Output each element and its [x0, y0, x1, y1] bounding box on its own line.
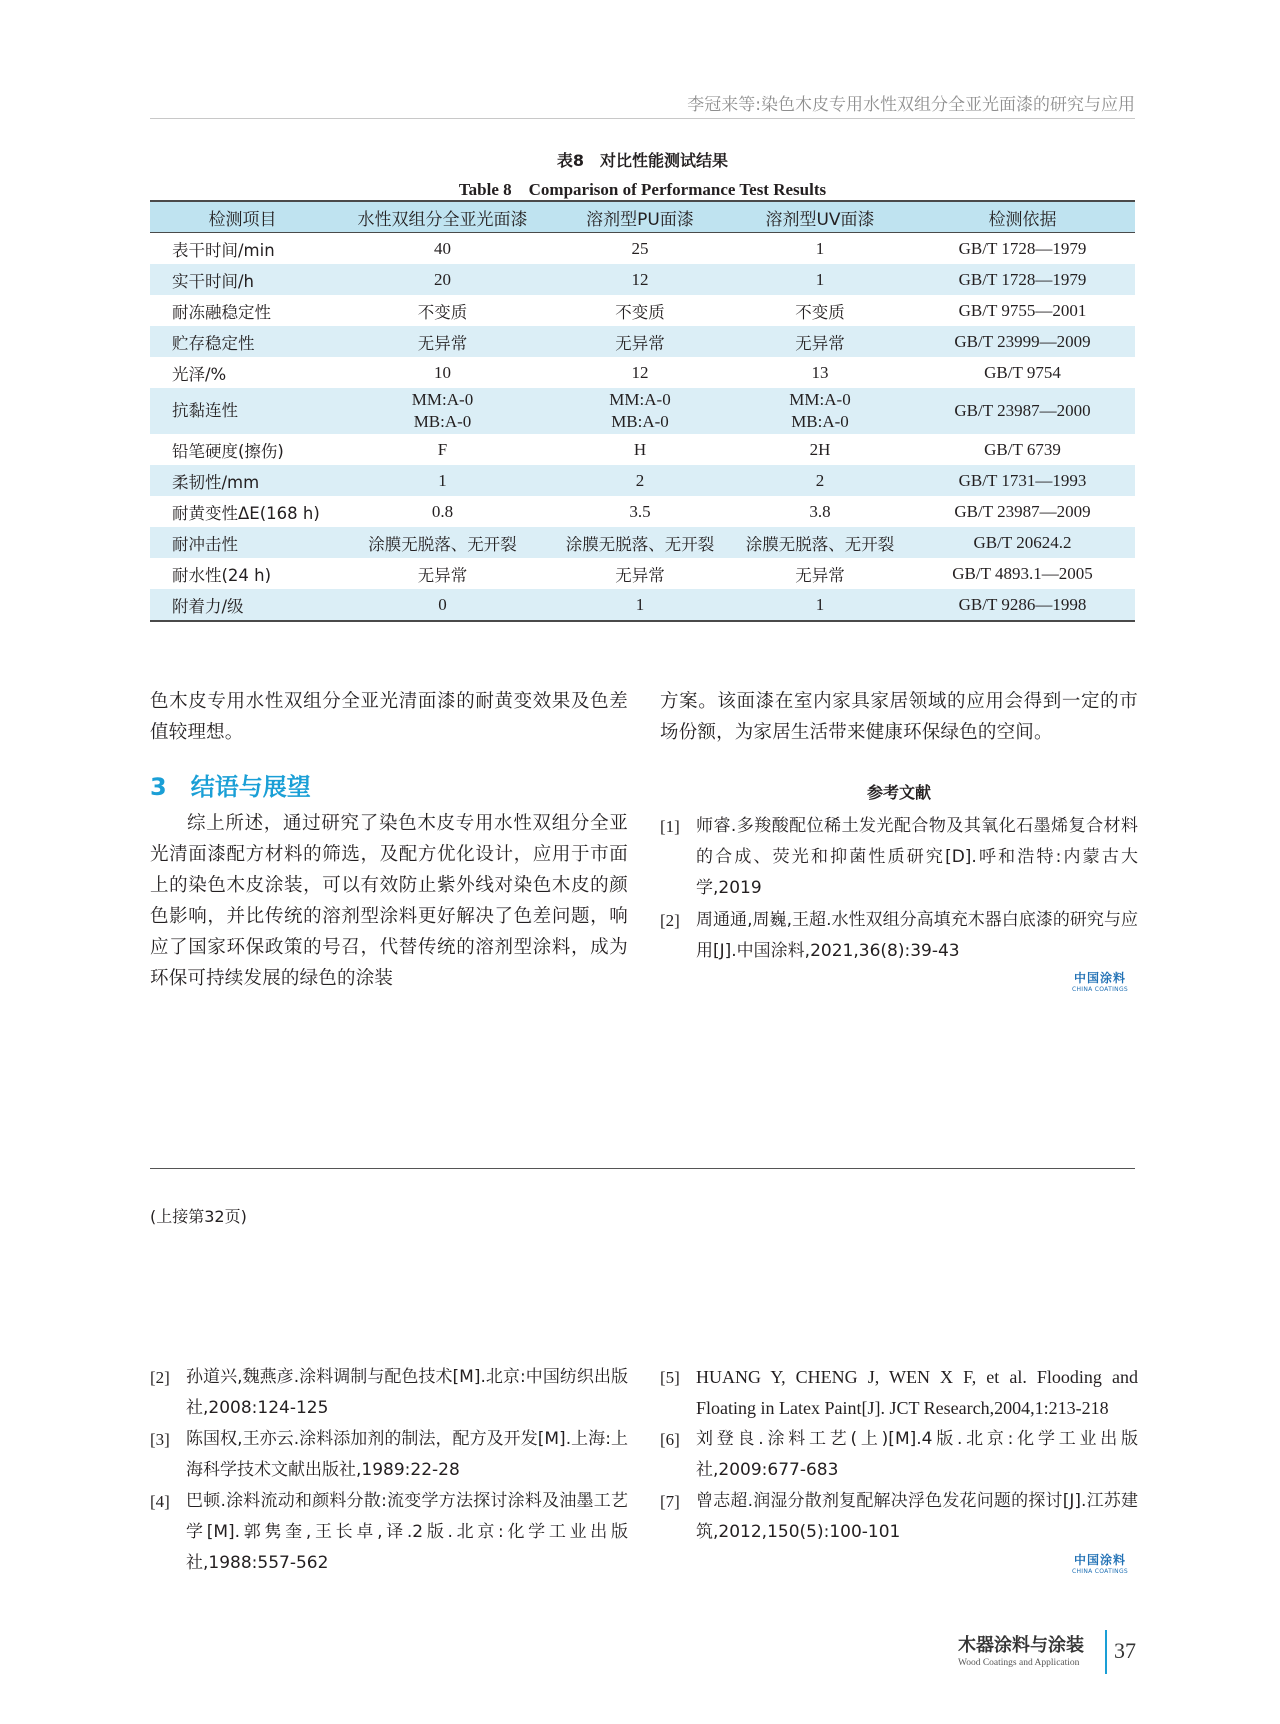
- column-header: 溶剂型UV面漆: [730, 201, 910, 233]
- table-cell: H: [633, 439, 647, 459]
- reference-number: [2]: [150, 1368, 170, 1387]
- reference-text: 孙道兴,魏燕彦.涂料调制与配色技术[M].北京:中国纺织出版社,2008:124-125: [186, 1367, 628, 1418]
- reference-item: [150, 1362, 628, 1424]
- footer-divider-bar: [1105, 1630, 1107, 1674]
- reference-text: 师睿.多羧酸配位稀土发光配合物及其氧化石墨烯复合材料的合成、荧光和抑菌性质研究[D].呼和浩特:内蒙古大学,2019: [696, 816, 1138, 898]
- table-caption-cn: 表8 对比性能测试结果: [556, 151, 729, 170]
- reference-number: [5]: [660, 1368, 680, 1387]
- table-row: [150, 233, 1135, 265]
- row-label-cell: 表干时间/min: [172, 240, 275, 260]
- table-cell: GB/T 1728—1979: [958, 238, 1087, 258]
- references-title: 参考文献: [866, 783, 931, 802]
- reference-number: [1]: [660, 817, 680, 836]
- table-row: [150, 264, 1135, 295]
- logo-text-cn: 中国涂料: [1073, 971, 1126, 985]
- table-cell: 不变质: [417, 302, 468, 322]
- row-label-cell: 铅笔硬度(擦伤): [172, 441, 284, 461]
- section-body-paragraph: 综上所述，通过研究了染色木皮专用水性双组分全亚光清面漆配方材料的筛选，及配方优化设计，应用于市面上的染色木皮涂装，可以有效防止紫外线对染色木皮的颜色影响，并比传统的溶剂型涂料更好解决了色差问题，响应了国家环保政策的号召，代替传统的溶剂型涂料，成为环保可持续发展的绿色的涂装: [150, 813, 628, 989]
- table-row: [150, 434, 1135, 465]
- table-cell: 0: [335, 589, 550, 621]
- row-label-cell: 附着力/级: [150, 589, 335, 621]
- row-label-cell: 耐冻融稳定性: [172, 302, 271, 322]
- cell-line: MM:A-0: [609, 390, 671, 409]
- reference-text: HUANG Y, CHENG J, WEN X F, et al. Flooding and Floating in Latex Paint[J]. JCT Research,2004,1:213-218: [696, 1367, 1138, 1418]
- cell-line: MB:A-0: [791, 412, 849, 431]
- table-row: [150, 496, 1135, 527]
- table-cell: 2: [730, 465, 910, 496]
- reference-number: [4]: [150, 1492, 170, 1511]
- logo-text-en: CHINA COATINGS: [1072, 1568, 1128, 1575]
- table-cell: 1: [335, 465, 550, 496]
- row-label-cell: 光泽/%: [172, 364, 227, 384]
- reference-text: 周通通,周巍,王超.水性双组分高填充木器白底漆的研究与应用[J].中国涂料,2021,36(8):39-43: [696, 910, 1138, 961]
- table-cell: 3.8: [809, 501, 831, 521]
- table-header-row: [150, 201, 1135, 233]
- reference-item: [660, 1486, 1138, 1548]
- page-number: 37: [1114, 1638, 1136, 1663]
- journal-name-en: Wood Coatings and Application: [958, 1658, 1080, 1668]
- table-cell: [550, 388, 730, 434]
- cell-line: MM:A-0: [789, 390, 851, 409]
- table-cell: 无异常: [730, 326, 910, 357]
- table-cell: GB/T 23987—2000: [910, 388, 1135, 434]
- table-cell: [335, 388, 550, 434]
- reference-item: [660, 1424, 1138, 1486]
- continued-note: (上接第32页): [150, 1207, 247, 1226]
- table-cell: 1: [815, 238, 825, 258]
- table-cell: 3.5: [629, 501, 651, 521]
- table-cell: 1: [730, 264, 910, 295]
- table-cell: GB/T 1728—1979: [910, 264, 1135, 295]
- logo-text-en: CHINA COATINGS: [1072, 986, 1128, 993]
- logo-text-cn: 中国涂料: [1073, 1553, 1126, 1567]
- table-cell: 无异常: [615, 565, 665, 585]
- column-header: 水性双组分全亚光面漆: [335, 201, 550, 233]
- table-cell: 20: [335, 264, 550, 295]
- row-label-cell: 抗黏连性: [150, 388, 335, 434]
- table-cell: 无异常: [795, 565, 845, 585]
- table-cell: 25: [631, 238, 649, 258]
- reference-item: [660, 905, 1138, 967]
- row-label-cell: 实干时间/h: [150, 264, 335, 295]
- china-coatings-logo: [1065, 1551, 1135, 1575]
- table-cell: 不变质: [795, 302, 845, 322]
- reference-text: 刘登良.涂料工艺(上)[M].4版.北京:化学工业出版社,2009:677-683: [696, 1429, 1138, 1480]
- column-header: 检测项目: [150, 201, 335, 233]
- table-cell: 不变质: [615, 302, 665, 322]
- table-row: [150, 326, 1135, 357]
- table-cell: 涂膜无脱落、无开裂: [730, 527, 910, 558]
- table-caption-en: Table 8 Comparison of Performance Test Results: [458, 180, 827, 199]
- table-cell: 1: [550, 589, 730, 621]
- table-cell: 2H: [809, 439, 831, 459]
- cell-line: MM:A-0: [411, 390, 474, 409]
- table-cell: GB/T 23987—2009: [954, 501, 1091, 521]
- table-cell: GB/T 6739: [984, 439, 1061, 459]
- table-cell: F: [437, 439, 448, 459]
- table-cell: 12: [631, 362, 649, 382]
- reference-item: [150, 1486, 628, 1579]
- column-header: 溶剂型PU面漆: [550, 201, 730, 233]
- table-row: [150, 527, 1135, 558]
- table-row: [150, 465, 1135, 496]
- reference-number: [3]: [150, 1430, 170, 1449]
- row-label-cell: 贮存稳定性: [150, 326, 335, 357]
- table-row: [150, 357, 1135, 388]
- table-cell: GB/T 20624.2: [910, 527, 1135, 558]
- table-cell: 涂膜无脱落、无开裂: [550, 527, 730, 558]
- table-cell: 2: [550, 465, 730, 496]
- column-header: 检测依据: [910, 201, 1135, 233]
- section-heading: 3 结语与展望: [150, 773, 311, 801]
- table-cell: 12: [550, 264, 730, 295]
- reference-item: [150, 1424, 628, 1486]
- table-cell: GB/T 9286—1998: [910, 589, 1135, 621]
- table-cell: 10: [434, 362, 451, 382]
- table-cell: 涂膜无脱落、无开裂: [335, 527, 550, 558]
- row-label-cell: 柔韧性/mm: [150, 465, 335, 496]
- reference-text: 陈国权,王亦云.涂料添加剂的制法，配方及开发[M].上海:上海科学技术文献出版社,1989:22-28: [186, 1429, 628, 1480]
- right-intro-paragraph: 方案。该面漆在室内家具家居领域的应用会得到一定的市场份额，为家居生活带来健康环保绿色的空间。: [660, 691, 1138, 743]
- table-cell: GB/T 1731—1993: [910, 465, 1135, 496]
- row-label-cell: 耐黄变性ΔE(168 h): [172, 503, 320, 523]
- table-cell: 无异常: [417, 565, 468, 585]
- table-cell: GB/T 4893.1—2005: [952, 563, 1093, 583]
- cell-line: MB:A-0: [611, 412, 669, 431]
- table-body: [150, 233, 1135, 622]
- left-intro-paragraph: 色木皮专用水性双组分全亚光清面漆的耐黄变效果及色差值较理想。: [150, 691, 628, 743]
- running-title: 李冠来等:染色木皮专用水性双组分全亚光面漆的研究与应用: [687, 95, 1135, 115]
- table-row: [150, 558, 1135, 589]
- performance-table: [150, 200, 1135, 622]
- reference-text: 曾志超.润湿分散剂复配解决浮色发花问题的探讨[J].江苏建筑,2012,150(5):100-101: [696, 1491, 1138, 1542]
- cell-line: MB:A-0: [413, 412, 472, 431]
- reference-item: [660, 811, 1138, 898]
- table-row: [150, 295, 1135, 326]
- table-row: [150, 388, 1135, 434]
- table-cell: 无异常: [550, 326, 730, 357]
- table-cell: 40: [434, 238, 451, 258]
- header-rule: [150, 118, 1135, 119]
- row-label-cell: 耐水性(24 h): [172, 565, 272, 585]
- table-cell: 0.8: [431, 501, 454, 521]
- reference-number: [6]: [660, 1430, 680, 1449]
- table-cell: 无异常: [335, 326, 550, 357]
- reference-item: [660, 1362, 1138, 1424]
- table-cell: 13: [811, 362, 829, 382]
- china-coatings-logo: [1065, 969, 1135, 993]
- table-cell: 1: [730, 589, 910, 621]
- section-divider: [150, 1168, 1135, 1169]
- journal-name-cn: 木器涂料与涂装: [958, 1635, 1084, 1656]
- table-cell: GB/T 23999—2009: [910, 326, 1135, 357]
- reference-number: [2]: [660, 911, 680, 930]
- table-row: [150, 589, 1135, 621]
- table-cell: [730, 388, 910, 434]
- reference-text: 巴顿.涂料流动和颜料分散:流变学方法探讨涂料及油墨工艺学[M].郭隽奎,王长卓,译.2版.北京:化学工业出版社,1988:557-562: [186, 1491, 628, 1573]
- table-cell: GB/T 9755—2001: [958, 300, 1087, 320]
- table-cell: GB/T 9754: [984, 362, 1061, 382]
- row-label-cell: 耐冲击性: [150, 527, 335, 558]
- reference-number: [7]: [660, 1492, 680, 1511]
